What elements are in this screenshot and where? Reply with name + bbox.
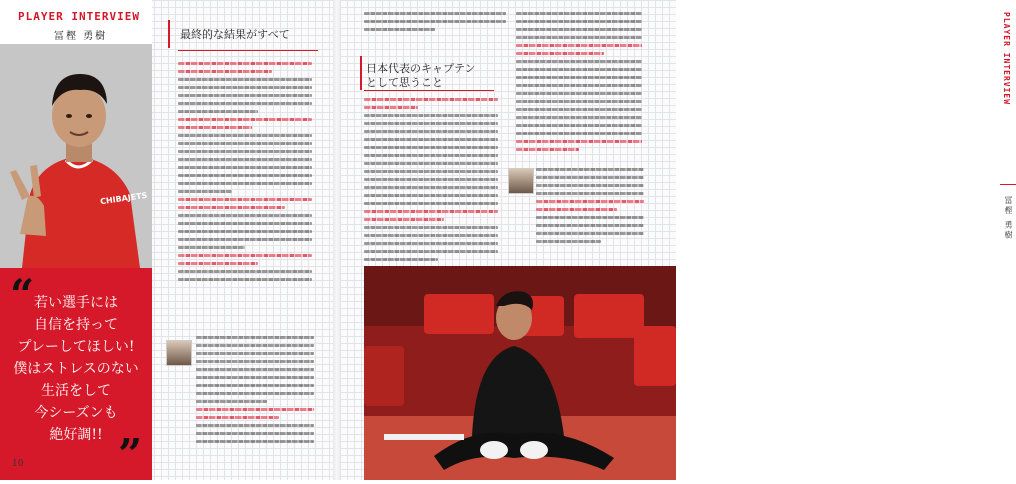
blurred-text-line — [364, 242, 498, 245]
heading-rule — [364, 90, 494, 91]
blurred-text-line — [516, 76, 642, 79]
blurred-text-line — [178, 278, 312, 281]
blurred-text-line — [178, 78, 312, 81]
blurred-text-line — [516, 124, 642, 127]
blurred-text-line — [364, 12, 506, 15]
quote-line: プレーしてほしい! — [17, 339, 135, 355]
side-header-title: PLAYER INTERVIEW — [1002, 12, 1011, 106]
blurred-text-line — [178, 102, 312, 105]
blurred-text-line — [364, 106, 418, 109]
blurred-text-line — [536, 184, 644, 187]
blurred-text-line — [536, 216, 644, 219]
player-portrait-photo — [0, 44, 152, 268]
blurred-text-line — [536, 240, 601, 243]
quote-line: 僕はストレスのない — [13, 361, 139, 377]
blurred-text-line — [178, 254, 312, 257]
blurred-text-line — [364, 114, 498, 117]
blurred-text-line — [178, 214, 312, 217]
section-heading-1: 最終的な結果がすべて — [180, 28, 290, 41]
blurred-text-line — [364, 154, 498, 157]
blurred-text-line — [196, 440, 314, 443]
blurred-text-line — [364, 210, 498, 213]
blurred-text-line — [364, 194, 498, 197]
heading-accent-bar — [360, 56, 362, 90]
blurred-text-line — [196, 344, 314, 347]
blurred-text-line — [178, 238, 312, 241]
blurred-text-line — [536, 168, 644, 171]
quote-line: 生活をして — [41, 383, 111, 399]
blurred-text-line — [178, 246, 245, 249]
blurred-text-line — [516, 36, 642, 39]
blurred-text-line — [196, 336, 314, 339]
blurred-text-line — [196, 376, 314, 379]
blurred-text-line — [196, 416, 279, 419]
blurred-text-line — [536, 224, 644, 227]
blurred-text-line — [516, 12, 642, 15]
blurred-text-line — [196, 424, 314, 427]
blurred-text-line — [516, 28, 642, 31]
blurred-text-line — [178, 118, 312, 121]
blurred-text-line — [178, 62, 312, 65]
blurred-text-line — [196, 400, 267, 403]
blurred-text-line — [178, 126, 252, 129]
interviewee-avatar — [166, 340, 192, 366]
blurred-text-line — [516, 132, 642, 135]
blurred-text-line — [536, 200, 644, 203]
blurred-text-line — [178, 262, 258, 265]
left-body-text-b — [196, 336, 314, 448]
blurred-text-line — [364, 98, 498, 101]
left-page — [0, 0, 334, 480]
left-text-column — [160, 26, 310, 42]
quote-line: 絶好調!! — [49, 427, 103, 443]
blurred-text-line — [364, 178, 498, 181]
quote-line: 若い選手には — [34, 295, 118, 311]
blurred-text-line — [178, 94, 312, 97]
blurred-text-line — [364, 138, 498, 141]
blurred-text-line — [196, 432, 314, 435]
blurred-text-line — [178, 86, 312, 89]
blurred-text-line — [516, 116, 642, 119]
quote-line: 今シーズンも — [34, 405, 118, 421]
side-divider — [1000, 184, 1016, 185]
blurred-text-line — [364, 186, 498, 189]
blurred-text-line — [516, 140, 642, 143]
section-heading-2-line-2: として思うこと — [366, 76, 443, 89]
blurred-text-line — [178, 198, 312, 201]
open-quote-mark: “ — [10, 270, 35, 319]
blurred-text-line — [516, 100, 642, 103]
blurred-text-line — [364, 28, 435, 31]
blurred-text-line — [178, 222, 312, 225]
blurred-text-line — [364, 146, 498, 149]
blurred-text-line — [516, 68, 642, 71]
quote-line: 自信を持って — [34, 317, 118, 333]
blurred-text-line — [196, 368, 314, 371]
jersey-text: CHIBAJETS — [99, 190, 148, 207]
blurred-text-line — [364, 202, 498, 205]
blurred-text-line — [364, 226, 498, 229]
blurred-text-line — [364, 122, 498, 125]
page-number: 10 — [12, 459, 24, 469]
left-body-text-a — [178, 62, 312, 286]
blurred-text-line — [178, 182, 312, 185]
right-body-text-b — [364, 98, 498, 266]
blurred-text-line — [516, 52, 604, 55]
heading-accent-bar — [168, 20, 170, 48]
blurred-text-line — [516, 60, 642, 63]
close-quote-mark: ” — [118, 430, 143, 479]
side-running-header — [1000, 0, 1016, 266]
blurred-text-line — [196, 408, 314, 411]
header-title: PLAYER INTERVIEW — [18, 10, 140, 23]
blurred-text-line — [516, 148, 579, 151]
blurred-text-line — [178, 70, 272, 73]
blurred-text-line — [516, 44, 642, 47]
blurred-text-line — [364, 234, 498, 237]
blurred-text-line — [364, 170, 498, 173]
blurred-text-line — [536, 176, 644, 179]
blurred-text-line — [364, 20, 506, 23]
right-body-text-c — [516, 12, 642, 156]
blurred-text-line — [364, 218, 444, 221]
blurred-text-line — [178, 190, 232, 193]
blurred-text-line — [536, 208, 617, 211]
blurred-text-line — [178, 110, 258, 113]
section-heading-2-line-1: 日本代表のキャプテン — [366, 62, 476, 75]
blurred-text-line — [196, 360, 314, 363]
portrait-illustration — [0, 44, 152, 268]
blurred-text-line — [364, 258, 438, 261]
blurred-text-line — [178, 174, 312, 177]
right-body-text-d — [536, 168, 644, 248]
blurred-text-line — [364, 250, 498, 253]
blurred-text-line — [516, 20, 642, 23]
blurred-text-line — [196, 352, 314, 355]
blurred-text-line — [178, 270, 312, 273]
blurred-text-line — [178, 150, 312, 153]
blurred-text-line — [178, 158, 312, 161]
blurred-text-line — [178, 134, 312, 137]
player-name: 冨樫 勇樹 — [54, 31, 108, 42]
right-body-text-a — [364, 12, 506, 36]
player-court-photo — [364, 266, 676, 480]
side-player-name: 冨樫 勇樹 — [1004, 196, 1013, 241]
blurred-text-line — [516, 108, 642, 111]
interviewee-avatar — [508, 168, 534, 194]
blurred-text-line — [364, 162, 498, 165]
blurred-text-line — [536, 232, 644, 235]
blurred-text-line — [516, 92, 642, 95]
blurred-text-line — [196, 392, 314, 395]
pull-quote — [0, 268, 152, 480]
blurred-text-line — [178, 206, 285, 209]
court-photo-illustration — [364, 266, 676, 480]
blurred-text-line — [364, 130, 498, 133]
blurred-text-line — [178, 230, 312, 233]
blurred-text-line — [516, 84, 642, 87]
heading-rule — [178, 50, 318, 51]
blurred-text-line — [536, 192, 644, 195]
blurred-text-line — [178, 142, 312, 145]
blurred-text-line — [178, 166, 312, 169]
blurred-text-line — [196, 384, 314, 387]
